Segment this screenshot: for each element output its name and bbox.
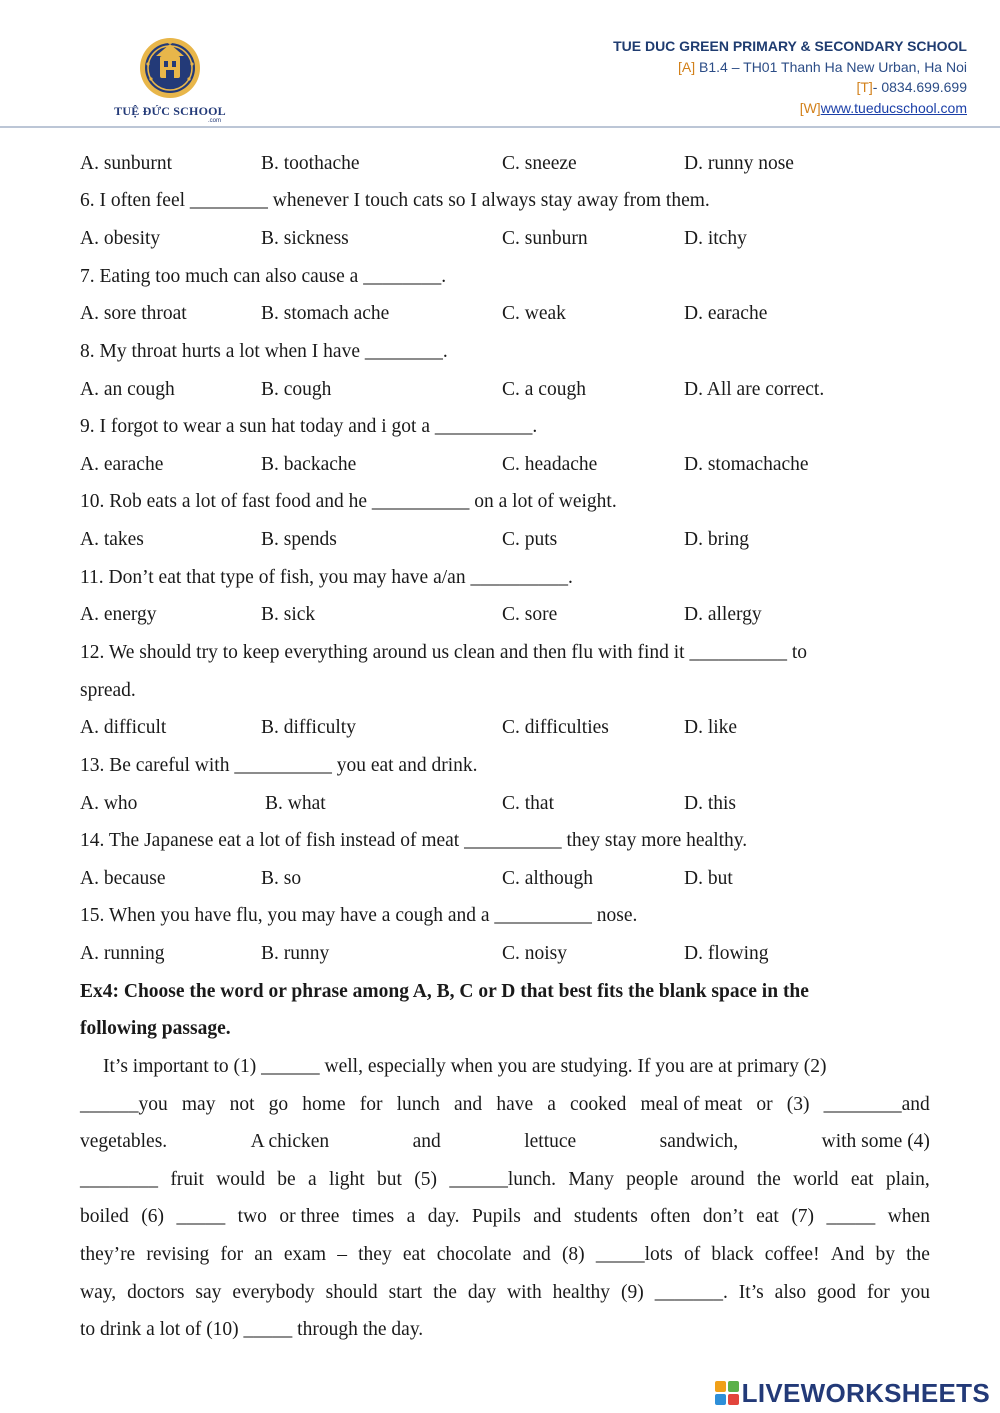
passage-segment: with — [507, 1282, 542, 1303]
passage-segment: they — [358, 1244, 392, 1265]
passage-segment: day. — [427, 1206, 460, 1227]
phone-tag: [T] — [856, 79, 873, 95]
phone-text: - 0834.699.699 — [872, 79, 967, 95]
school-phone — [613, 77, 967, 98]
passage-segment: (6) — [141, 1206, 164, 1227]
passage-segment: ______lunch. — [449, 1169, 557, 1190]
passage-segment: way, — [80, 1282, 117, 1303]
passage-segment: or three — [279, 1206, 340, 1227]
passage-segment: _____ — [826, 1206, 876, 1227]
option-b: B. what — [265, 793, 326, 814]
passage-segment: And — [830, 1244, 865, 1265]
passage-segment: the — [433, 1282, 457, 1303]
passage-segment: _____ — [176, 1206, 226, 1227]
passage-segment: meal of meat — [640, 1094, 743, 1115]
option-a: A. running — [80, 943, 165, 964]
option-b: B. stomach ache — [261, 303, 390, 324]
passage-segment: and — [454, 1094, 483, 1115]
option-c: C. weak — [502, 303, 566, 324]
passage-segment: not — [229, 1094, 255, 1115]
passage-segment: the — [906, 1244, 930, 1265]
option-a: A. difficult — [80, 717, 167, 738]
passage-segment: ________and — [823, 1094, 930, 1115]
option-d: D. itchy — [684, 228, 747, 249]
passage-segment: by — [875, 1244, 895, 1265]
passage-segment: be — [277, 1169, 296, 1190]
passage-segment: Pupils — [472, 1206, 521, 1227]
logo-text: TUỆ ĐỨC SCHOOL — [114, 104, 226, 118]
passage-segment: plain, — [885, 1169, 930, 1190]
question-12-continued: spread. — [80, 680, 136, 701]
option-a: A. earache — [80, 454, 164, 475]
passage-line-5 — [80, 1204, 930, 1230]
option-b: B. sick — [261, 604, 316, 625]
website-link[interactable]: www.tueducschool.com — [820, 99, 967, 116]
liveworksheets-brand — [715, 1378, 990, 1408]
option-a: A. takes — [80, 529, 144, 550]
option-b: B. spends — [261, 529, 337, 550]
question-6: 6. I often feel ________ whenever I touch cats so I always stay away from them. — [80, 190, 710, 211]
passage-segment: they’re — [80, 1244, 136, 1265]
school-logo — [100, 34, 240, 124]
option-a: A. who — [80, 793, 138, 814]
passage-segment: vegetables. — [80, 1131, 168, 1152]
option-c: C. noisy — [502, 943, 568, 964]
passage-segment: everybody — [232, 1282, 315, 1303]
passage-segment: a — [547, 1094, 556, 1115]
passage-segment: (5) — [414, 1169, 438, 1190]
passage-segment: home — [302, 1094, 346, 1115]
question-14: 14. The Japanese eat a lot of fish instead of meat __________ they stay more healthy. — [80, 830, 748, 851]
school-name: TUE DUC GREEN PRIMARY & SECONDARY SCHOOL — [613, 38, 967, 54]
passage-segment: eat — [756, 1206, 779, 1227]
question-15: 15. When you have flu, you may have a cough and a __________ nose. — [80, 905, 638, 926]
option-a: A. sore throat — [80, 303, 187, 324]
passage-segment: a — [406, 1206, 416, 1227]
passage-segment: good — [817, 1282, 857, 1303]
option-c: C. sunburn — [502, 228, 588, 249]
option-d: D. like — [684, 717, 738, 738]
liveworksheets-logo-icon — [715, 1381, 739, 1405]
logo-subtext: .com — [208, 118, 222, 124]
passage-segment: coffee! — [764, 1244, 820, 1265]
option-c: C. headache — [502, 454, 598, 475]
passage-segment: should — [325, 1282, 378, 1303]
passage-segment: It’s — [738, 1282, 764, 1303]
option-d: D. earache — [684, 303, 768, 324]
passage-segment: or — [756, 1094, 773, 1115]
option-d: D. but — [684, 868, 733, 889]
passage-segment: world — [793, 1169, 839, 1190]
passage-segment: day — [467, 1282, 497, 1303]
passage-segment: _____lots — [595, 1244, 673, 1265]
option-b: B. so — [261, 868, 302, 889]
passage-segment: lettuce — [524, 1131, 577, 1152]
passage-segment: exam — [283, 1244, 327, 1265]
school-address — [613, 57, 967, 78]
address-tag: [A] — [678, 58, 696, 75]
passage-segment: for — [867, 1282, 890, 1303]
passage-segment: an — [254, 1244, 273, 1265]
passage-segment: chocolate — [436, 1244, 512, 1265]
passage-line-4 — [80, 1167, 930, 1193]
passage-segment: boiled — [80, 1206, 129, 1227]
passage-segment: also — [774, 1282, 807, 1303]
passage-segment: of — [683, 1244, 701, 1265]
option-a: A. an cough — [80, 379, 175, 400]
question-12: 12. We should try to keep everything around us clean and then flu with find it __________ to — [80, 642, 808, 663]
question-7: 7. Eating too much can also cause a ________. — [80, 266, 447, 287]
passage-segment: people — [626, 1169, 679, 1190]
passage-line-2 — [80, 1092, 930, 1118]
passage-segment: may — [181, 1094, 216, 1115]
option-b: B. toothache — [261, 153, 360, 174]
passage-segment: and — [533, 1206, 562, 1227]
option-c: C. a cough — [502, 379, 586, 400]
option-d: D. allergy — [684, 604, 762, 625]
option-b: B. backache — [261, 454, 357, 475]
question-11: 11. Don’t eat that type of fish, you may have a/an __________. — [80, 567, 573, 588]
passage-segment: when — [887, 1206, 930, 1227]
passage-segment: (8) — [561, 1244, 585, 1265]
option-a: A. energy — [80, 604, 157, 625]
passage-segment: two — [237, 1206, 267, 1227]
passage-line-6 — [80, 1242, 930, 1268]
passage-segment: It’s important to (1) ______ well, especially when you are studying. If you are at primary (2) — [103, 1056, 827, 1077]
option-b: B. difficulty — [261, 717, 356, 738]
option-b: B. cough — [261, 379, 332, 400]
passage-segment: have — [496, 1094, 534, 1115]
address-text: B1.4 – TH01 Thanh Ha New Urban, Ha Noi — [695, 58, 967, 75]
question-8: 8. My throat hurts a lot when I have ________. — [80, 341, 448, 362]
passage-segment: Many — [568, 1169, 614, 1190]
passage-segment: revising — [146, 1244, 210, 1265]
passage-segment: – — [337, 1244, 347, 1265]
option-d: D. runny nose — [684, 153, 794, 174]
option-c: C. although — [502, 868, 593, 889]
passage-segment: but — [377, 1169, 402, 1190]
option-d: D. stomachache — [684, 454, 809, 475]
passage-segment: eat — [850, 1169, 874, 1190]
passage-segment: for — [359, 1094, 383, 1115]
school-contact-block — [613, 36, 967, 118]
passage-segment: (7) — [791, 1206, 815, 1227]
option-d: D. this — [684, 793, 737, 814]
school-crest-icon — [134, 34, 206, 104]
question-9: 9. I forgot to wear a sun hat today and i got a __________. — [80, 416, 538, 437]
option-a: A. obesity — [80, 228, 161, 249]
passage-segment: don’t — [702, 1206, 744, 1227]
passage-segment: _______. — [654, 1282, 728, 1303]
school-website — [613, 98, 967, 119]
question-10: 10. Rob eats a lot of fast food and he __________ on a lot of weight. — [80, 491, 617, 512]
passage-line-7 — [80, 1280, 930, 1306]
option-c: C. sneeze — [502, 153, 577, 174]
passage-segment: around — [690, 1169, 745, 1190]
passage-segment: ________ — [80, 1169, 158, 1190]
passage-segment: and — [522, 1244, 551, 1265]
passage-segment: doctors — [127, 1282, 185, 1303]
liveworksheets-wordmark: LIVEWORKSHEETS — [741, 1378, 990, 1408]
passage-segment: ______you — [80, 1094, 168, 1115]
passage-segment: start — [388, 1282, 423, 1303]
passage-segment: black — [711, 1244, 754, 1265]
passage-segment: a — [307, 1169, 317, 1190]
passage-segment: with some (4) — [821, 1131, 930, 1152]
question-13: 13. Be careful with __________ you eat and drink. — [80, 755, 478, 776]
passage-segment: students — [573, 1206, 638, 1227]
option-c: C. that — [502, 793, 554, 814]
passage-segment: say — [195, 1282, 222, 1303]
passage-segment: the — [756, 1169, 781, 1190]
passage-segment: A chicken — [250, 1131, 330, 1152]
ex4-title: Ex4: Choose the word or phrase among A, B, C or D that best fits the blank space in the — [80, 981, 809, 1002]
passage-segment: (9) — [621, 1282, 644, 1303]
passage-line-3 — [80, 1129, 930, 1155]
passage-segment: go — [268, 1094, 289, 1115]
passage-segment: for — [220, 1244, 244, 1265]
passage-segment: fruit — [170, 1169, 204, 1190]
passage-segment: and — [412, 1131, 441, 1152]
option-d: D. bring — [684, 529, 749, 550]
web-tag: [W] — [799, 99, 821, 116]
passage-segment: (3) — [786, 1094, 810, 1115]
option-d: D. All are correct. — [684, 379, 825, 400]
option-a: A. sunburnt — [80, 153, 173, 174]
passage-segment: to drink a lot of (10) _____ through the day. — [80, 1319, 424, 1340]
passage-segment: times — [351, 1206, 395, 1227]
passage-segment: light — [328, 1169, 365, 1190]
passage-segment: healthy — [552, 1282, 611, 1303]
option-d: D. flowing — [684, 943, 769, 964]
passage-line-8 — [80, 1317, 930, 1343]
passage-segment: often — [650, 1206, 691, 1227]
header-divider — [0, 126, 1000, 128]
option-c: C. puts — [502, 529, 558, 550]
passage-segment: eat — [402, 1244, 426, 1265]
ex4-title-continued: following passage. — [80, 1018, 231, 1039]
passage-segment: would — [216, 1169, 265, 1190]
passage-segment: lunch — [396, 1094, 440, 1115]
passage-segment: you — [900, 1282, 930, 1303]
option-a: A. because — [80, 868, 166, 889]
passage-line-1 — [80, 1054, 930, 1080]
option-b: B. sickness — [261, 228, 349, 249]
option-c: C. difficulties — [502, 717, 609, 738]
option-c: C. sore — [502, 604, 558, 625]
option-b: B. runny — [261, 943, 330, 964]
passage-segment: cooked — [570, 1094, 627, 1115]
passage-segment: sandwich, — [659, 1131, 739, 1152]
